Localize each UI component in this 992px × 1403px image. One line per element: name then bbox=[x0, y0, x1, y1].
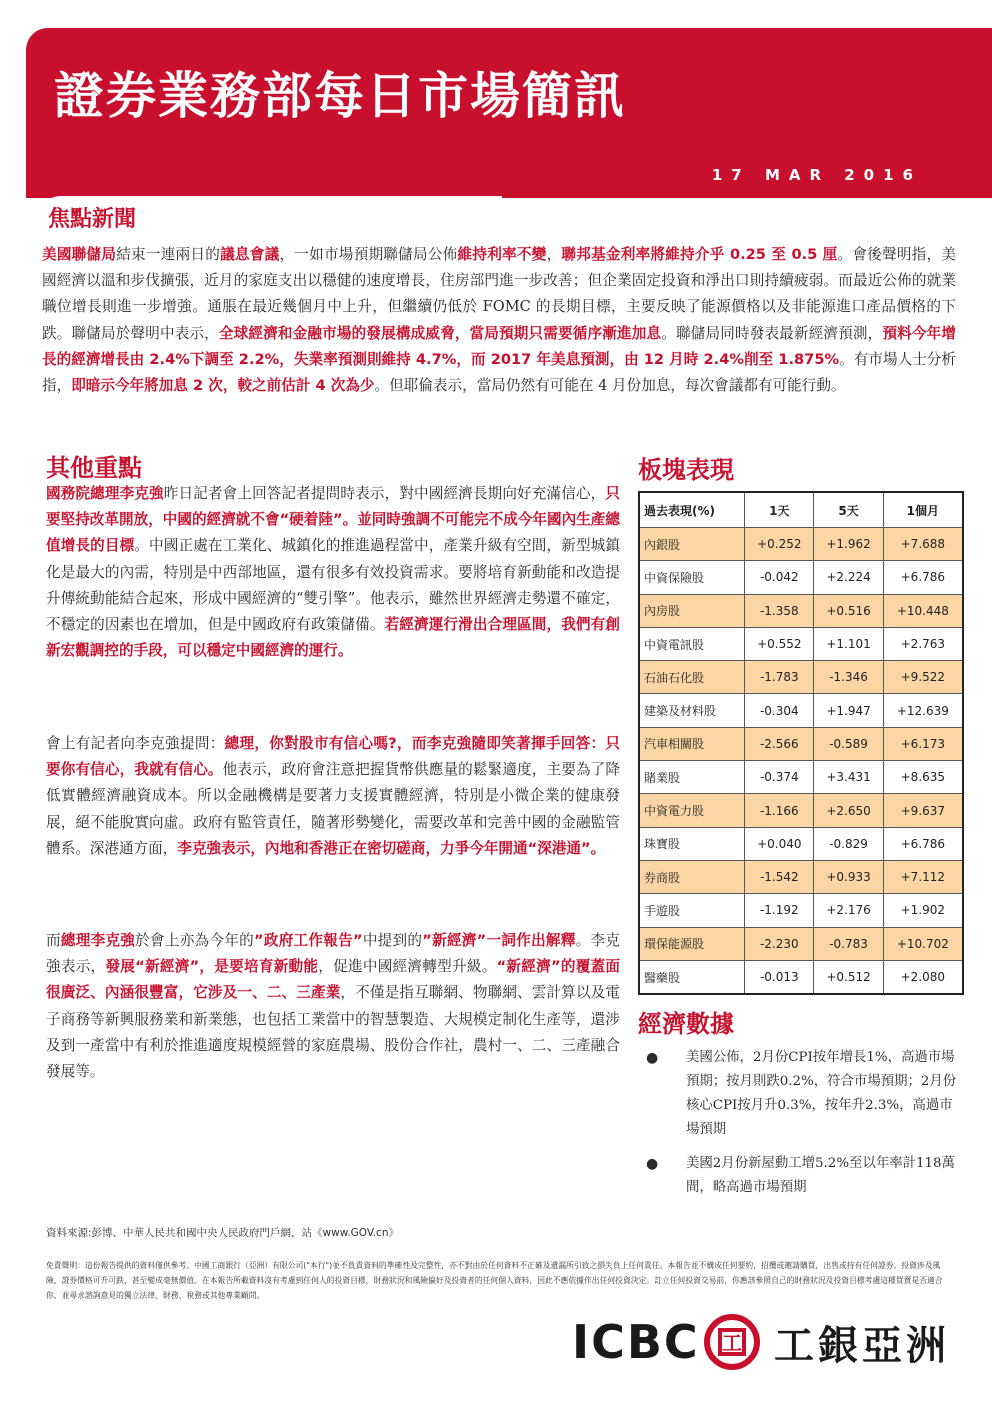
sector-name-cell: 中資電訊股 bbox=[639, 627, 745, 660]
change-5d-cell: +2.176 bbox=[814, 894, 883, 927]
change-1d-cell: -0.042 bbox=[745, 561, 814, 594]
change-1m-cell: +6.786 bbox=[883, 561, 963, 594]
body-text: 。會後聲明指，美國經濟以溫和步伐擴張，近月的家庭支出以穩健的速度增長，住房部門進一步改善；但企業固定投資和淨出口則持續疲弱。而最近公佈的就業職位增長則進一步增強。通脹在最近幾個月中上升，但繼續仍低於 FOMC 的長期目標，主要反映了能源價格以及非能源進口產品價格的下跌。聯儲局於聲明中表示， bbox=[42, 246, 956, 342]
other-highlights-heading: 其他重點 bbox=[46, 454, 142, 482]
change-1d-cell: -1.783 bbox=[745, 661, 814, 694]
change-1m-cell: +9.522 bbox=[883, 661, 963, 694]
change-1d-cell: -1.358 bbox=[745, 594, 814, 627]
body-text: 結束一連兩日的 bbox=[116, 246, 221, 263]
change-1d-cell: -0.374 bbox=[745, 761, 814, 794]
bullet-icon: ● bbox=[646, 1156, 659, 1172]
change-1d-cell: +0.552 bbox=[745, 627, 814, 660]
change-1m-cell: +6.173 bbox=[883, 727, 963, 760]
sector-name-cell: 石油石化股 bbox=[639, 661, 745, 694]
economic-data-item: ● 美國2月份新屋動工增5.2%至以年率計118萬間，略高過市場預期 bbox=[646, 1152, 962, 1200]
highlight-text: 發展“新經濟”，是要培育新動能 bbox=[105, 958, 319, 976]
body-text: 。中國正處在工業化、城鎮化的推進過程當中，產業升級有空間，新型城鎮化是最大的內需，特別是中西部地區，還有很多有效投資需求。要將培育新動能和改造提升傳統動能結合起來，形成中國經濟的“雙引擎”。他表示，雖然世界經濟走勢還不確定，不穩定的因素也在增加，但是中國政府有政策儲備。 bbox=[46, 537, 620, 634]
highlight-text: 總理李克強 bbox=[60, 932, 136, 949]
highlight-text: 預料今年增長的經濟增長由 2.4%下調至 2.2%，失業率預測則維持 4.7%，而 2017 年美息預測，由 12 月時 2.4%削至 1.875% bbox=[42, 324, 956, 368]
col-header-1d: 1天 bbox=[745, 492, 814, 528]
sector-performance-heading: 板塊表現 bbox=[638, 456, 734, 484]
change-1m-cell: +7.688 bbox=[883, 528, 963, 561]
highlight-text: 總理，你對股市有信心嗎?，而李克強隨即笑著揮手回答：只要你有信心，我就有信心。 bbox=[46, 735, 620, 779]
change-5d-cell: +1.962 bbox=[814, 528, 883, 561]
change-5d-cell: +0.512 bbox=[814, 960, 883, 994]
focus-news-paragraph bbox=[42, 242, 956, 399]
body-text: 而 bbox=[46, 932, 61, 949]
body-text: ，促進中國經濟轉型升級。 bbox=[318, 958, 497, 976]
sector-name-cell: 券商股 bbox=[639, 860, 745, 893]
icbc-emblem-icon bbox=[707, 1317, 757, 1367]
sector-table-body bbox=[639, 528, 963, 995]
highlight-text: 國務院總理李克強 bbox=[46, 485, 164, 502]
logo-en-text: ICBC bbox=[572, 1315, 700, 1369]
report-date: 17 MAR 2016 bbox=[711, 166, 922, 184]
change-1m-cell: +9.637 bbox=[883, 794, 963, 827]
col-header-period: 過去表現(%) bbox=[639, 492, 745, 528]
change-1d-cell: -0.013 bbox=[745, 960, 814, 994]
change-1m-cell: +8.635 bbox=[883, 761, 963, 794]
sector-name-cell: 內銀股 bbox=[639, 528, 745, 561]
sector-name-cell: 賭業股 bbox=[639, 761, 745, 794]
header-banner bbox=[26, 28, 992, 198]
data-source: 資料來源:彭博、中華人民共和國中央人民政府門戶網，站《www.GOV.cn》 bbox=[46, 1227, 399, 1239]
change-1m-cell: +10.448 bbox=[883, 594, 963, 627]
change-5d-cell: +3.431 bbox=[814, 761, 883, 794]
sector-name-cell: 環保能源股 bbox=[639, 927, 745, 960]
change-1m-cell: +10.702 bbox=[883, 927, 963, 960]
highlight-text: 即暗示今年將加息 2 次，較之前估計 4 次為少 bbox=[71, 377, 375, 395]
other-paragraph-2 bbox=[46, 731, 620, 862]
highlight-text: 美國聯儲局 bbox=[42, 246, 117, 263]
table-header-row bbox=[639, 492, 963, 528]
change-1d-cell: -1.542 bbox=[745, 860, 814, 893]
col-header-5d: 5天 bbox=[814, 492, 883, 528]
change-1m-cell: +2.080 bbox=[883, 960, 963, 994]
other-paragraph-3 bbox=[46, 928, 620, 1085]
disclaimer: 免責聲明：這份報告提供的資料僅供參考。中國工商銀行（亞洲）有限公司("本行")並不負責資料的準確性及完整性，亦不對由於任何資料不正確及遺漏所引致之損失負上任何責任。本報告並不構成任何要約，招攬或邀請購買，出售或持有任何證券。投資涉及風險，證券價格可升可跌，甚至變成毫無價值。在本報告所載資料沒有考慮到任何人的投資目標，財務狀況和風險偏好及投資者的任何個人資料，因此不應依據作出任何投資決定。訂立任何投資交易前，你應該參照自己的財務狀況及投資目標考慮這種買賣是否適合你，並尋求諮詢意見的獨立法律、財務、稅務或其他專業顧問。 bbox=[46, 1261, 943, 1300]
change-1d-cell: -1.192 bbox=[745, 894, 814, 927]
highlight-text: ”新經濟”一詞作出解釋 bbox=[422, 932, 576, 949]
sector-name-cell: 醫藥股 bbox=[639, 960, 745, 994]
change-1m-cell: +2.763 bbox=[883, 627, 963, 660]
table-row bbox=[639, 661, 963, 694]
change-1m-cell: +1.902 bbox=[883, 894, 963, 927]
icbc-logo bbox=[572, 1312, 958, 1372]
body-text: 昨日記者會上回答記者提問時表示，對中國經濟長期向好充滿信心， bbox=[163, 485, 606, 502]
change-1m-cell: +6.786 bbox=[883, 827, 963, 860]
body-text: 。但耶倫表示，當局仍然有可能在 4 月份加息，每次會議都有可能行動。 bbox=[374, 377, 846, 395]
change-1d-cell: +0.040 bbox=[745, 827, 814, 860]
body-text: 於會上亦為今年的 bbox=[135, 932, 254, 949]
sector-performance-table bbox=[638, 491, 964, 995]
sector-name-cell: 汽車相關股 bbox=[639, 727, 745, 760]
logo-zh-text: 工銀亞洲 bbox=[774, 1323, 950, 1369]
highlight-text: 只要堅持改革開放，中國的經濟就不會“硬着陸”。並同時強調不可能完不成今年國內生產總值增長的目標 bbox=[46, 485, 620, 555]
change-1d-cell: -2.230 bbox=[745, 927, 814, 960]
highlight-text: ”政府工作報告” bbox=[253, 932, 363, 949]
change-5d-cell: +1.947 bbox=[814, 694, 883, 727]
body-text: 。有市場人士分析指， bbox=[42, 350, 956, 395]
table-row bbox=[639, 528, 963, 561]
highlight-text: 聯邦基金利率將維持介乎 0.25 至 0.5 厘 bbox=[561, 246, 838, 263]
table-row bbox=[639, 927, 963, 960]
bullet-icon: ● bbox=[646, 1050, 659, 1066]
body-text: 。聯儲局同時發表最新經濟預測， bbox=[661, 324, 883, 342]
logo-glyph: 工 bbox=[722, 1331, 742, 1355]
table-row bbox=[639, 761, 963, 794]
sector-name-cell: 手遊股 bbox=[639, 894, 745, 927]
change-1d-cell: -1.166 bbox=[745, 794, 814, 827]
sector-name-cell: 內房股 bbox=[639, 594, 745, 627]
focus-news-heading: 焦點新聞 bbox=[42, 196, 502, 232]
table-row bbox=[639, 960, 963, 994]
highlight-text: 議息會議 bbox=[220, 246, 280, 263]
change-5d-cell: -0.829 bbox=[814, 827, 883, 860]
table-row bbox=[639, 794, 963, 827]
change-5d-cell: +1.101 bbox=[814, 627, 883, 660]
table-row bbox=[639, 727, 963, 760]
change-1d-cell: -0.304 bbox=[745, 694, 814, 727]
other-paragraph-1 bbox=[46, 481, 620, 664]
economic-data-item: ● 美國公佈，2月份CPI按年增長1%，高過市場預期；按月則跌0.2%，符合市場預期；2月份核心CPI按月升0.3%，按年升2.3%，高過市場預期 bbox=[646, 1046, 962, 1142]
table-row bbox=[639, 860, 963, 893]
table-row bbox=[639, 561, 963, 594]
change-1m-cell: +12.639 bbox=[883, 694, 963, 727]
sector-name-cell: 中資保險股 bbox=[639, 561, 745, 594]
body-text: 中提到的 bbox=[362, 932, 423, 949]
table-row bbox=[639, 627, 963, 660]
body-text: 會上有記者向李克強提問： bbox=[46, 735, 225, 752]
highlight-text: 若經濟運行滑出合理區間，我們有創新宏觀調控的手段，可以穩定中國經濟的運行。 bbox=[46, 616, 620, 660]
highlight-text: 全球經濟和金融市場的發展構成威脅，當局預期只需要循序漸進加息 bbox=[218, 324, 662, 342]
sector-name-cell: 珠寶股 bbox=[639, 827, 745, 860]
page-title: 證券業務部每日市場簡訊 bbox=[54, 67, 626, 125]
change-5d-cell: +0.516 bbox=[814, 594, 883, 627]
change-1d-cell: +0.252 bbox=[745, 528, 814, 561]
sector-name-cell: 建築及材料股 bbox=[639, 694, 745, 727]
highlight-text: “新經濟”的覆蓋面很廣泛、內涵很豐富，它涉及一、二、三產業 bbox=[46, 958, 620, 1002]
table-row bbox=[639, 827, 963, 860]
change-5d-cell: -0.783 bbox=[814, 927, 883, 960]
body-text: 。李克強表示， bbox=[46, 932, 620, 976]
economic-data-list bbox=[646, 1046, 962, 1210]
highlight-text: 李克強表示，內地和香港正在密切磋商，力爭今年開通“深港通”。 bbox=[177, 839, 606, 857]
change-1m-cell: +7.112 bbox=[883, 860, 963, 893]
body-text: ，一如市場預期聯儲局公佈 bbox=[279, 246, 458, 263]
change-5d-cell: +0.933 bbox=[814, 860, 883, 893]
change-5d-cell: -0.589 bbox=[814, 727, 883, 760]
body-text: 他表示，政府會注意把握貨幣供應量的鬆緊適度，主要為了降低實體經濟融資成本。所以金融機構是要著力支援實體經濟，特別是小微企業的健康發展，絕不能脫實向虛。政府有監管責任，隨著形勢變化，需要改革和完善中國的金融監管體系。深港通方面， bbox=[46, 761, 620, 857]
economic-data-heading: 經濟數據 bbox=[638, 1010, 734, 1038]
sector-name-cell: 中資電力股 bbox=[639, 794, 745, 827]
change-1d-cell: -2.566 bbox=[745, 727, 814, 760]
table-row bbox=[639, 594, 963, 627]
body-text: ，不僅是指互聯網、物聯網、雲計算以及電子商務等新興服務業和新業態，也包括工業當中的智慧製造、大規模定制化生產等，還涉及到一產當中有利於推進適度規模經營的家庭農場、股份合作社，農村一、二、三產融合發展等。 bbox=[46, 984, 620, 1081]
highlight-text: 維持利率不變 bbox=[457, 246, 547, 263]
body-text: ， bbox=[546, 246, 562, 263]
col-header-1m: 1個月 bbox=[883, 492, 963, 528]
change-5d-cell: +2.224 bbox=[814, 561, 883, 594]
change-5d-cell: -1.346 bbox=[814, 661, 883, 694]
table-row bbox=[639, 694, 963, 727]
table-row bbox=[639, 894, 963, 927]
change-5d-cell: +2.650 bbox=[814, 794, 883, 827]
